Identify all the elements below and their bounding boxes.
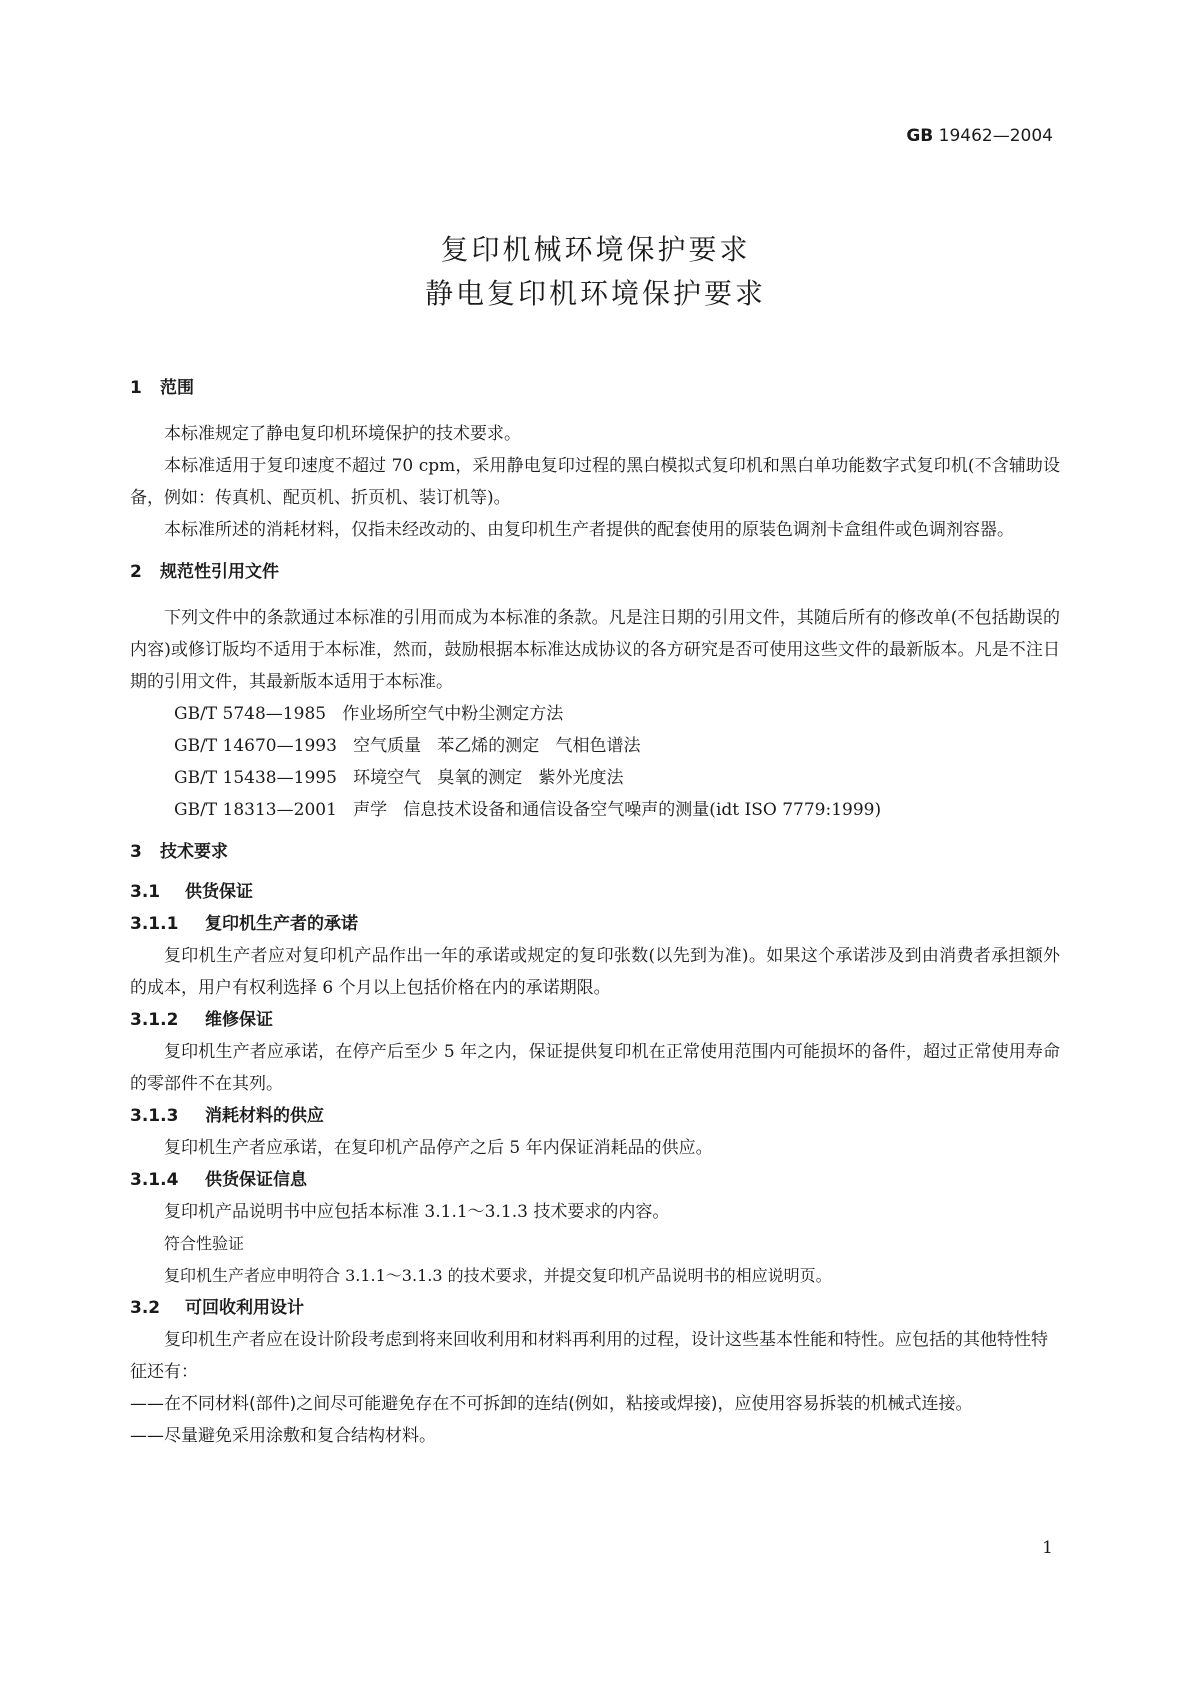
section-number: 3.1.4	[130, 1170, 179, 1190]
paragraph: 复印机生产者应承诺，在复印机产品停产之后 5 年内保证消耗品的供应。	[164, 1138, 713, 1158]
section-number: 3.1.1	[130, 914, 179, 934]
document-title-line2: 静电复印机环境保护要求	[424, 277, 766, 310]
standard-code	[906, 126, 1053, 146]
section-title: 可回收利用设计	[185, 1298, 304, 1318]
section-title: 供货保证信息	[205, 1170, 307, 1190]
standard-code-prefix: GB	[906, 126, 934, 146]
paragraph: 复印机生产者应在设计阶段考虑到将来回收利用和材料再利用的过程，设计这些基本性能和特性。应包括的其他特性特征还有：	[130, 1330, 1048, 1382]
list-item: ——在不同材料(部件)之间尽可能避免存在不可拆卸的连结(例如，粘接或焊接)，应使用容易拆装的机械式连接。	[130, 1394, 973, 1414]
verification-label: 符合性验证	[164, 1234, 245, 1253]
section-3-1-heading	[130, 876, 1060, 908]
section-2-heading	[130, 556, 1060, 588]
paragraph: 本标准所述的消耗材料，仅指未经改动的、由复印机生产者提供的配套使用的原装色调剂卡盒组件或色调剂容器。	[164, 520, 1014, 540]
section-title: 消耗材料的供应	[205, 1106, 324, 1126]
reference-item: GB/T 14670—1993 空气质量 苯乙烯的测定 气相色谱法	[174, 736, 641, 756]
document-body	[130, 372, 1060, 1452]
list-item: ——尽量避免采用涂敷和复合结构材料。	[130, 1426, 436, 1446]
section-number: 2	[130, 562, 142, 582]
paragraph: 本标准规定了静电复印机环境保护的技术要求。	[164, 424, 521, 444]
paragraph: 复印机生产者应承诺，在停产后至少 5 年之内，保证提供复印机在正常使用范围内可能损坏的备件，超过正常使用寿命的零部件不在其列。	[130, 1042, 1060, 1094]
section-number: 3.1.2	[130, 1010, 179, 1030]
section-number: 3	[130, 842, 142, 862]
section-3-1-2-heading	[130, 1004, 1060, 1036]
verification-text: 复印机生产者应申明符合 3.1.1～3.1.3 的技术要求，并提交复印机产品说明书的相应说明页。	[164, 1266, 832, 1285]
standard-code-number: 19462—2004	[933, 126, 1053, 146]
section-3-2-heading	[130, 1292, 1060, 1324]
paragraph: 本标准适用于复印速度不超过 70 cpm，采用静电复印过程的黑白模拟式复印机和黑白单功能数字式复印机(不含辅助设备，例如：传真机、配页机、折页机、装订机等)。	[130, 456, 1060, 508]
document-title-line1: 复印机械环境保护要求	[440, 233, 751, 266]
section-3-heading	[130, 836, 1060, 868]
section-3-1-4-heading	[130, 1164, 1060, 1196]
section-title: 规范性引用文件	[160, 562, 279, 582]
section-title: 技术要求	[160, 842, 228, 862]
section-number: 3.1.3	[130, 1106, 179, 1126]
reference-item: GB/T 5748—1985 作业场所空气中粉尘测定方法	[174, 704, 564, 724]
paragraph: 复印机生产者应对复印机产品作出一年的承诺或规定的复印张数(以先到为准)。如果这个承诺涉及到由消费者承担额外的成本，用户有权利选择 6 个月以上包括价格在内的承诺期限。	[130, 946, 1060, 998]
section-title: 维修保证	[205, 1010, 273, 1030]
section-3-1-3-heading	[130, 1100, 1060, 1132]
paragraph: 复印机产品说明书中应包括本标准 3.1.1～3.1.3 技术要求的内容。	[164, 1202, 670, 1222]
section-3-1-1-heading	[130, 908, 1060, 940]
section-1-heading	[130, 372, 1060, 404]
section-title: 复印机生产者的承诺	[205, 914, 358, 934]
page-number: 1	[1042, 1538, 1053, 1558]
paragraph: 下列文件中的条款通过本标准的引用而成为本标准的条款。凡是注日期的引用文件，其随后所有的修改单(不包括勘误的内容)或修订版均不适用于本标准，然而，鼓励根据本标准达成协议的各方研究是否可使用这些文件的最新版本。凡是不注日期的引用文件，其最新版本适用于本标准。	[130, 608, 1060, 692]
section-number: 1	[130, 378, 142, 398]
section-number: 3.1	[130, 882, 161, 902]
section-number: 3.2	[130, 1298, 161, 1318]
section-title: 范围	[160, 378, 194, 398]
reference-item: GB/T 15438—1995 环境空气 臭氧的测定 紫外光度法	[174, 768, 624, 788]
section-title: 供货保证	[185, 882, 253, 902]
reference-item: GB/T 18313—2001 声学 信息技术设备和通信设备空气噪声的测量(idt ISO 7779:1999)	[174, 800, 882, 820]
